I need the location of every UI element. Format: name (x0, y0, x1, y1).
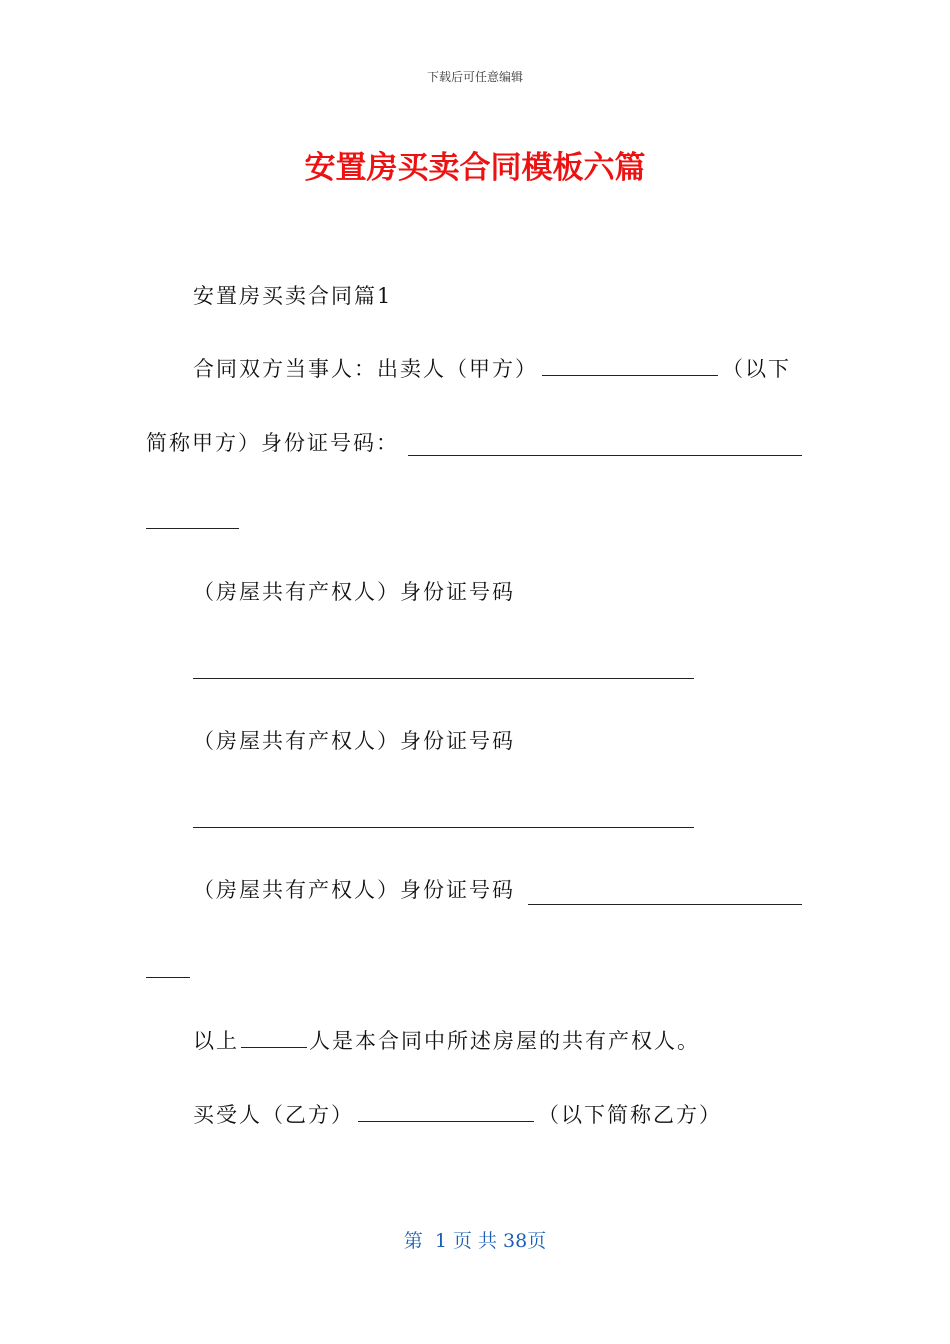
header-note: 下载后可任意编辑 (426, 70, 523, 84)
co-owner-3-id-blank-continued (146, 977, 190, 978)
document-title: 安置房买卖合同模板六篇 (304, 150, 646, 186)
co-owner-1-id-blank (193, 678, 694, 679)
co-owner-3-id-blank (528, 904, 802, 905)
co-owner-2-id-blank (193, 827, 694, 828)
buyer-line (193, 1099, 722, 1130)
parties-line-2 (146, 428, 399, 458)
page-indicator: 第 1 页 共 38页 (403, 1230, 547, 1252)
section-heading (193, 281, 392, 311)
co-owner-1-label: （房屋共有产权人）身份证号码 (193, 580, 515, 604)
co-owner-3-line (193, 875, 515, 905)
co-owners-count-blank (241, 1025, 307, 1048)
co-owner-2-label: （房屋共有产权人）身份证号码 (193, 729, 515, 753)
co-owner-2-line (193, 726, 515, 756)
seller-label: 合同双方当事人：出卖人（甲方） (193, 357, 538, 381)
buyer-name-blank (358, 1099, 534, 1122)
buyer-abbrev: （以下简称乙方） (538, 1103, 722, 1127)
seller-id-blank-continued (146, 528, 239, 529)
parties-line-1 (193, 353, 791, 384)
co-owners-suffix: 人是本合同中所述房屋的共有产权人。 (309, 1029, 700, 1053)
buyer-label: 买受人（乙方） (193, 1103, 354, 1127)
seller-id-blank (408, 455, 802, 456)
seller-id-label: 简称甲方）身份证号码： (146, 431, 399, 455)
co-owners-statement (193, 1025, 700, 1056)
seller-name-blank (542, 353, 718, 376)
seller-abbrev-start: （以下 (722, 357, 791, 381)
co-owners-prefix: 以上 (193, 1029, 239, 1053)
co-owner-1-line (193, 577, 515, 607)
section-heading-text: 安置房买卖合同篇1 (193, 284, 393, 308)
co-owner-3-label: （房屋共有产权人）身份证号码 (193, 878, 515, 902)
